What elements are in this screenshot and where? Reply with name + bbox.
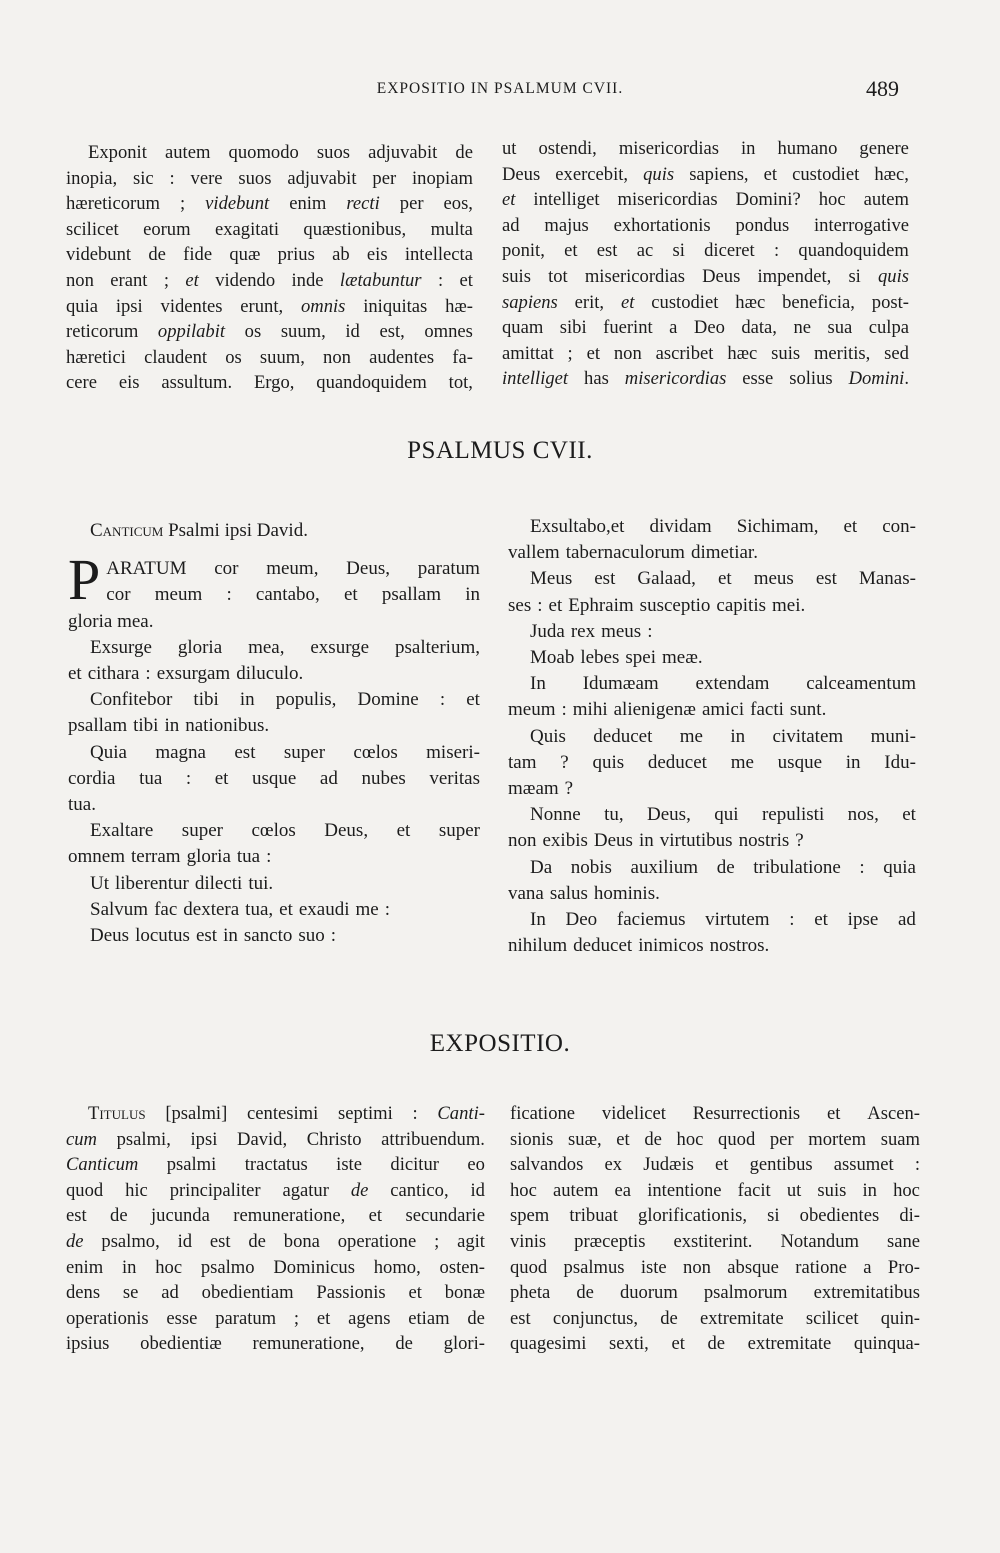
verse-line: Meus est Galaad, et meus est Manas-	[530, 568, 916, 590]
psalm-verse	[68, 818, 480, 870]
text-line: dens se ad obedientiam Passionis et bonæ	[66, 1282, 485, 1304]
verse-line: mæam ?	[508, 778, 574, 800]
psalm-right-column	[508, 514, 916, 959]
text-line: videbunt de fide quæ prius ab eis intellecta	[66, 244, 473, 266]
text-line: enim in hoc psalmo Dominicus homo, osten-	[66, 1256, 485, 1278]
psalm-verse	[508, 802, 916, 854]
text-line: hæretici claudent os suum, non audentes fa-	[66, 346, 473, 368]
verse-line: Da nobis auxilium de tribulatione : quia	[530, 856, 916, 878]
text-line: cere eis assultum. Ergo, quandoquidem tot,	[66, 372, 473, 394]
text-line: est de jucunda remuneratione, et secundarie	[66, 1205, 485, 1227]
text-line: sapiens erit, et custodiet hæc beneficia, post-	[502, 291, 909, 313]
verse-line: Nonne tu, Deus, qui repulisti nos, et	[530, 804, 916, 826]
page-number: 489	[866, 76, 899, 101]
psalm-verse	[68, 687, 480, 739]
text-line: ipsius obedientiæ remuneratione, de glori-	[66, 1333, 485, 1355]
psalm-verse	[68, 740, 480, 819]
verse-line: Quia magna est super cœlos miseri-	[90, 741, 480, 763]
psalm-verse	[508, 907, 916, 959]
verse-line: Juda rex meus :	[530, 620, 653, 642]
text-line: Deus exercebit, quis sapiens, et custodiet hæc,	[502, 163, 909, 185]
text-line: operationis esse paratum ; et agens etiam de	[66, 1307, 485, 1329]
psalm-verse	[508, 514, 916, 566]
text-line: ficatione videlicet Resurrectionis et Ascen-	[510, 1103, 920, 1124]
verse-line: cor meum : cantabo, et psallam in	[106, 584, 480, 606]
top-left-column	[66, 140, 473, 396]
text-line: Canticum psalmi tractatus iste dicitur eo	[66, 1154, 485, 1176]
psalm-verse	[508, 645, 916, 671]
text-line: Exponit autem quomodo suos adjuvabit de	[88, 142, 473, 163]
psalm-verse	[508, 566, 916, 618]
text-line: quam sibi fuerint a Deo data, ne sua culpa	[502, 317, 909, 339]
verse-line: In Idumæam extendam calceamentum	[530, 673, 916, 695]
verse-line: non exibis Deus in virtutibus nostris ?	[508, 830, 804, 852]
verse-line: psallam tibi in nationibus.	[68, 715, 270, 737]
verse-line: vallem tabernaculorum dimetiar.	[508, 542, 758, 564]
text-line: et intelliget misericordias Domini? hoc autem	[502, 189, 909, 211]
text-line: inopia, sic : vere suos adjuvabit per inopiam	[66, 167, 473, 189]
psalm-verse	[508, 855, 916, 907]
text-line: pheta de duorum psalmorum extremitatibus	[510, 1282, 920, 1304]
text-line: intelliget has misericordias esse solius Domini.	[502, 368, 909, 390]
first-verse	[68, 547, 480, 635]
text-line: salvandos ex Judæis et gentibus assumet :	[510, 1154, 920, 1176]
verse-line: Exaltare super cœlos Deus, et super	[90, 820, 480, 842]
verse-line: ses : et Ephraim susceptio capitis mei.	[508, 594, 806, 616]
top-right-column	[502, 136, 909, 392]
text-line: ad majus exhortationis pondus interrogative	[502, 214, 909, 236]
text-line: hoc autem ea intentione facit ut suis in hoc	[510, 1179, 920, 1201]
first-verse-tail: gloria mea.	[68, 610, 154, 632]
psalm-title-smallcaps: Canticum	[90, 520, 164, 541]
psalm-verse	[68, 635, 480, 687]
verse-line: Quis deducet me in civitatem muni-	[530, 725, 916, 747]
text-line: ponit, et est ac si diceret : quandoquidem	[502, 240, 909, 262]
text-line: reticorum oppilabit os suum, id est, omnes	[66, 321, 473, 343]
psalm-verse	[508, 619, 916, 645]
text-line: non erant ; et videndo inde lætabuntur : et	[66, 269, 473, 291]
psalm-verse	[508, 671, 916, 723]
psalm-verse	[68, 923, 480, 949]
verse-line: Exsurge gloria mea, exsurge psalterium,	[90, 636, 480, 658]
verse-line: Salvum fac dextera tua, et exaudi me :	[90, 898, 391, 920]
text-line: est conjunctus, de extremitate scilicet quin-	[510, 1307, 920, 1329]
psalm-verse	[508, 724, 916, 803]
text-line: vinis præceptis exstiterint. Notandum sane	[510, 1230, 920, 1252]
text-line: quagesimi sexti, et de extremitate quinqua-	[510, 1333, 920, 1355]
text-line: quod hic principaliter agatur de cantico, id	[66, 1179, 485, 1201]
verse-line: tam ? quis deducet me usque in Idu-	[508, 751, 916, 773]
text-line: Titulus [psalmi] centesimi septimi : Canti-	[88, 1103, 485, 1124]
verse-line: Ut liberentur dilecti tui.	[90, 872, 274, 894]
text-line: cum psalmi, ipsi David, Christo attribuendum.	[66, 1128, 485, 1150]
text-line: spem tribuat glorificationis, si obedientes di-	[510, 1205, 920, 1227]
verse-line: omnem terram gloria tua :	[68, 846, 272, 868]
verse-line: cordia tua : et usque ad nubes veritas	[68, 767, 480, 789]
psalm-verse	[68, 871, 480, 897]
verse-line: Confitebor tibi in populis, Domine : et	[90, 689, 480, 711]
running-head: EXPOSITIO IN PSALMUM CVII.	[376, 80, 624, 97]
text-line: sionis suæ, et de hoc quod per mortem suam	[510, 1128, 920, 1150]
text-line: de psalmo, id est de bona operatione ; agit	[66, 1230, 485, 1252]
psalm-title-rest: Psalmi ipsi David.	[163, 520, 308, 541]
drop-cap: P	[68, 547, 101, 613]
verse-line: In Deo faciemus virtutem : et ipse ad	[530, 909, 916, 931]
verse-line: Moab lebes spei meæ.	[530, 647, 703, 669]
verse-line: tua.	[68, 794, 96, 816]
psalm-verse	[68, 897, 480, 923]
text-line: quod psalmus iste non absque ratione a Pro-	[510, 1256, 920, 1278]
verse-line: vana salus hominis.	[508, 882, 660, 904]
text-line: ut ostendi, misericordias in humano genere	[502, 138, 909, 159]
verse-line: nihilum deducet inimicos nostros.	[508, 935, 770, 957]
text-line: amittat ; et non ascribet hæc suis meritis, sed	[502, 342, 909, 364]
psalm-title	[68, 518, 480, 544]
expositio-left-column	[66, 1101, 485, 1357]
text-line: scilicet eorum exagitati quæstionibus, multa	[66, 218, 473, 240]
psalm-left-column	[68, 518, 480, 949]
expositio-right-column	[510, 1101, 920, 1357]
verse-line: ARATUM cor meum, Deus, paratum	[106, 558, 480, 580]
verse-line: Exsultabo,et dividam Sichimam, et con-	[530, 516, 916, 537]
text-line: suis tot misericordias Deus impendet, si quis	[502, 265, 909, 287]
text-line: quia ipsi videntes erunt, omnis iniquitas hæ-	[66, 295, 473, 317]
text-line: hæreticorum ; videbunt enim recti per eos,	[66, 193, 473, 215]
psalm-heading: PSALMUS CVII.	[407, 437, 593, 464]
verse-line: Deus locutus est in sancto suo :	[90, 925, 337, 947]
verse-line: meum : mihi alienigenæ amici facti sunt.	[508, 699, 827, 721]
verse-line: et cithara : exsurgam diluculo.	[68, 663, 304, 685]
expositio-heading: EXPOSITIO.	[429, 1030, 571, 1057]
